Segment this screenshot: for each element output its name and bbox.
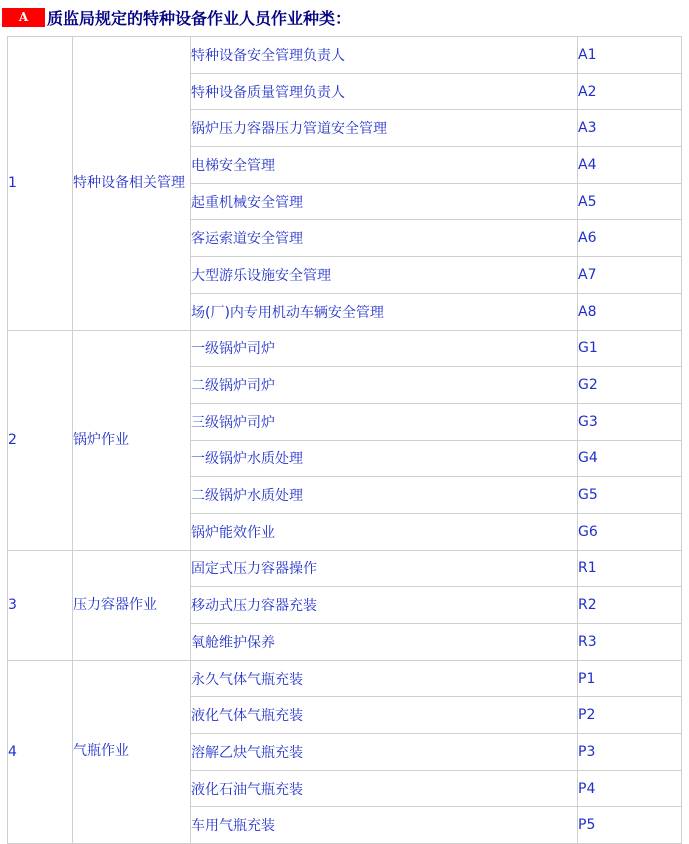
item-name-cell: 固定式压力容器操作 xyxy=(191,550,578,587)
item-code-cell: G6 xyxy=(578,513,682,550)
item-name-cell: 液化气体气瓶充装 xyxy=(191,697,578,734)
section-number-cell: 3 xyxy=(8,550,73,660)
section-number-cell: 4 xyxy=(8,660,73,843)
item-code-cell: G5 xyxy=(578,477,682,514)
item-name-cell: 场(厂)内专用机动车辆安全管理 xyxy=(191,293,578,330)
item-code-cell: A5 xyxy=(578,183,682,220)
item-code-cell: A7 xyxy=(578,257,682,294)
item-code-cell: P1 xyxy=(578,660,682,697)
item-code-cell: P5 xyxy=(578,807,682,844)
item-name-cell: 车用气瓶充装 xyxy=(191,807,578,844)
table-row xyxy=(8,660,682,697)
item-name-cell: 客运索道安全管理 xyxy=(191,220,578,257)
section-category-cell: 锅炉作业 xyxy=(73,330,191,550)
table-row xyxy=(8,330,682,367)
section-number-cell: 1 xyxy=(8,37,73,331)
item-code-cell: A2 xyxy=(578,73,682,110)
table-row xyxy=(8,37,682,74)
item-name-cell: 液化石油气瓶充装 xyxy=(191,770,578,807)
item-code-cell: R1 xyxy=(578,550,682,587)
item-name-cell: 起重机械安全管理 xyxy=(191,183,578,220)
item-code-cell: A8 xyxy=(578,293,682,330)
item-code-cell: G4 xyxy=(578,440,682,477)
item-name-cell: 特种设备质量管理负责人 xyxy=(191,73,578,110)
special-equipment-category-table xyxy=(7,36,682,844)
item-code-cell: P2 xyxy=(578,697,682,734)
item-name-cell: 电梯安全管理 xyxy=(191,147,578,184)
item-code-cell: A1 xyxy=(578,37,682,74)
item-code-cell: P3 xyxy=(578,734,682,771)
item-code-cell: R3 xyxy=(578,624,682,661)
item-code-cell: G2 xyxy=(578,367,682,404)
item-code-cell: A3 xyxy=(578,110,682,147)
item-name-cell: 特种设备安全管理负责人 xyxy=(191,37,578,74)
item-name-cell: 氧舱维护保养 xyxy=(191,624,578,661)
item-code-cell: A4 xyxy=(578,147,682,184)
item-name-cell: 二级锅炉水质处理 xyxy=(191,477,578,514)
page-header xyxy=(0,0,689,28)
item-code-cell: G1 xyxy=(578,330,682,367)
item-name-cell: 移动式压力容器充装 xyxy=(191,587,578,624)
section-letter-badge: A xyxy=(2,8,45,27)
item-name-cell: 二级锅炉司炉 xyxy=(191,367,578,404)
section-number-cell: 2 xyxy=(8,330,73,550)
page-title: 质监局规定的特种设备作业人员作业种类： xyxy=(47,8,352,28)
item-code-cell: R2 xyxy=(578,587,682,624)
item-code-cell: A6 xyxy=(578,220,682,257)
item-name-cell: 三级锅炉司炉 xyxy=(191,403,578,440)
table-row xyxy=(8,550,682,587)
item-code-cell: G3 xyxy=(578,403,682,440)
item-name-cell: 锅炉压力容器压力管道安全管理 xyxy=(191,110,578,147)
item-name-cell: 永久气体气瓶充装 xyxy=(191,660,578,697)
item-name-cell: 一级锅炉水质处理 xyxy=(191,440,578,477)
item-name-cell: 溶解乙炔气瓶充装 xyxy=(191,734,578,771)
item-name-cell: 一级锅炉司炉 xyxy=(191,330,578,367)
item-name-cell: 锅炉能效作业 xyxy=(191,513,578,550)
section-category-cell: 特种设备相关管理 xyxy=(73,37,191,331)
category-table-body xyxy=(8,37,682,844)
section-category-cell: 气瓶作业 xyxy=(73,660,191,843)
section-category-cell: 压力容器作业 xyxy=(73,550,191,660)
item-code-cell: P4 xyxy=(578,770,682,807)
item-name-cell: 大型游乐设施安全管理 xyxy=(191,257,578,294)
